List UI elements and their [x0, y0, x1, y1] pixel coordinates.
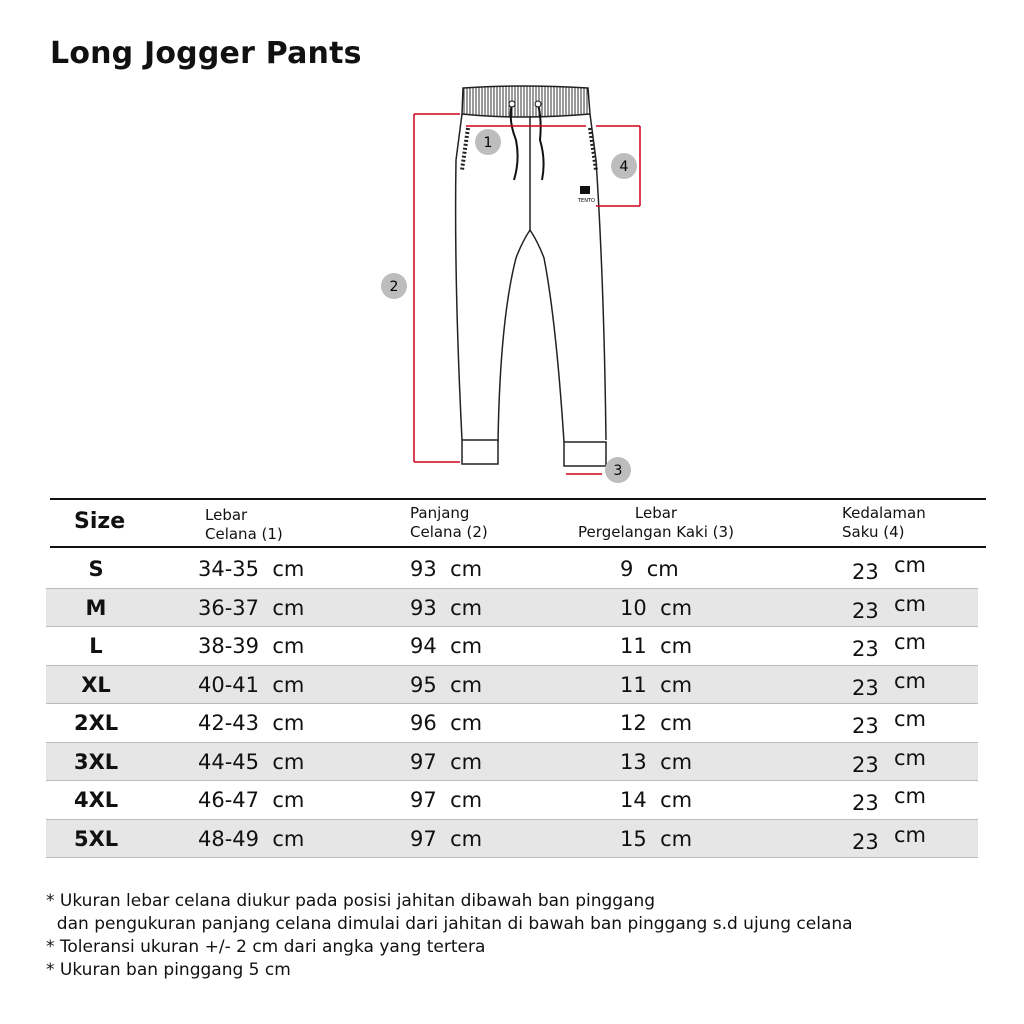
panjang-cell: 93 cm — [410, 557, 483, 581]
saku-unit: cm — [894, 745, 927, 770]
marker-1-label: 1 — [483, 135, 493, 151]
brand-text: TENTO — [578, 198, 595, 204]
panjang-cell: 97 cm — [410, 788, 483, 812]
kaki-cell: 13 cm — [620, 749, 693, 774]
table-row — [46, 666, 978, 705]
saku-unit: cm — [894, 707, 927, 731]
table-row — [46, 550, 978, 589]
marker-4-label: 4 — [619, 159, 629, 175]
size-cell: S — [88, 557, 104, 581]
kaki-cell: 9 cm — [620, 557, 679, 581]
kaki-cell: 12 cm — [620, 711, 693, 735]
kaki-cell: 11 cm — [620, 634, 693, 658]
size-cell: XL — [81, 672, 111, 697]
lebar-cell: 38-39 cm — [198, 634, 305, 658]
saku-cell: 23 — [852, 637, 879, 661]
table-header-rule — [50, 546, 986, 548]
note-2: * Toleransi ukuran +/- 2 cm dari angka yang tertera — [46, 937, 486, 957]
table-row — [46, 589, 978, 628]
table-row — [46, 820, 978, 859]
waistband — [462, 86, 590, 117]
size-cell: M — [85, 595, 107, 620]
brand-logo-icon — [580, 186, 590, 194]
lebar-cell: 46-47 cm — [198, 788, 305, 812]
header-saku: Kedalaman Saku (4) — [842, 504, 926, 541]
table-row — [46, 627, 978, 666]
size-cell: 4XL — [74, 788, 119, 812]
size-cell: 3XL — [74, 749, 119, 774]
saku-cell: 23 — [852, 752, 879, 777]
marker-2-label: 2 — [389, 279, 399, 295]
header-size: Size — [74, 509, 126, 534]
kaki-cell: 10 cm — [620, 595, 693, 620]
saku-unit: cm — [894, 784, 927, 808]
lebar-cell: 40-41 cm — [198, 672, 305, 697]
saku-unit: cm — [894, 630, 927, 654]
panjang-cell: 96 cm — [410, 711, 483, 735]
table-body — [46, 550, 978, 858]
lebar-cell: 42-43 cm — [198, 711, 305, 735]
notes — [46, 890, 853, 982]
header-panjang: Panjang Celana (2) — [410, 504, 488, 541]
pants-outline — [462, 114, 606, 446]
saku-cell: 23 — [852, 829, 879, 854]
page-title: Long Jogger Pants — [50, 36, 362, 71]
saku-cell: 23 — [852, 791, 879, 815]
lebar-cell: 48-49 cm — [198, 826, 305, 851]
pants-diagram — [370, 80, 650, 490]
panjang-cell: 97 cm — [410, 826, 483, 851]
saku-cell: 23 — [852, 675, 879, 700]
lebar-cell: 34-35 cm — [198, 557, 305, 581]
saku-unit: cm — [894, 591, 927, 616]
size-cell: 2XL — [74, 711, 119, 735]
size-cell: L — [89, 634, 103, 658]
saku-unit: cm — [894, 553, 927, 577]
table-row — [46, 781, 978, 820]
kaki-cell: 14 cm — [620, 788, 693, 812]
kaki-cell: 15 cm — [620, 826, 693, 851]
right-cuff — [564, 442, 606, 466]
lebar-cell: 36-37 cm — [198, 595, 305, 620]
saku-unit: cm — [894, 822, 927, 847]
saku-cell: 23 — [852, 598, 879, 623]
panjang-cell: 93 cm — [410, 595, 483, 620]
saku-unit: cm — [894, 668, 927, 693]
note-1-cont: dan pengukuran panjang celana dimulai dari jahitan di bawah ban pinggang s.d ujung celana — [46, 914, 853, 934]
header-lebar: Lebar Celana (1) — [205, 506, 283, 543]
kaki-cell: 11 cm — [620, 672, 693, 697]
panjang-cell: 95 cm — [410, 672, 483, 697]
saku-cell: 23 — [852, 714, 879, 738]
table-header — [50, 500, 986, 548]
panjang-cell: 94 cm — [410, 634, 483, 658]
note-1: * Ukuran lebar celana diukur pada posisi jahitan dibawah ban pinggang — [46, 891, 656, 911]
saku-cell: 23 — [852, 560, 879, 584]
size-cell: 5XL — [74, 826, 119, 851]
table-row — [46, 704, 978, 743]
note-3: * Ukuran ban pinggang 5 cm — [46, 960, 291, 980]
left-cuff — [462, 440, 498, 464]
panjang-cell: 97 cm — [410, 749, 483, 774]
marker-3-label: 3 — [613, 463, 623, 479]
header-pergelangan: Lebar Pergelangan Kaki (3) — [578, 504, 734, 541]
table-row — [46, 743, 978, 782]
lebar-cell: 44-45 cm — [198, 749, 305, 774]
